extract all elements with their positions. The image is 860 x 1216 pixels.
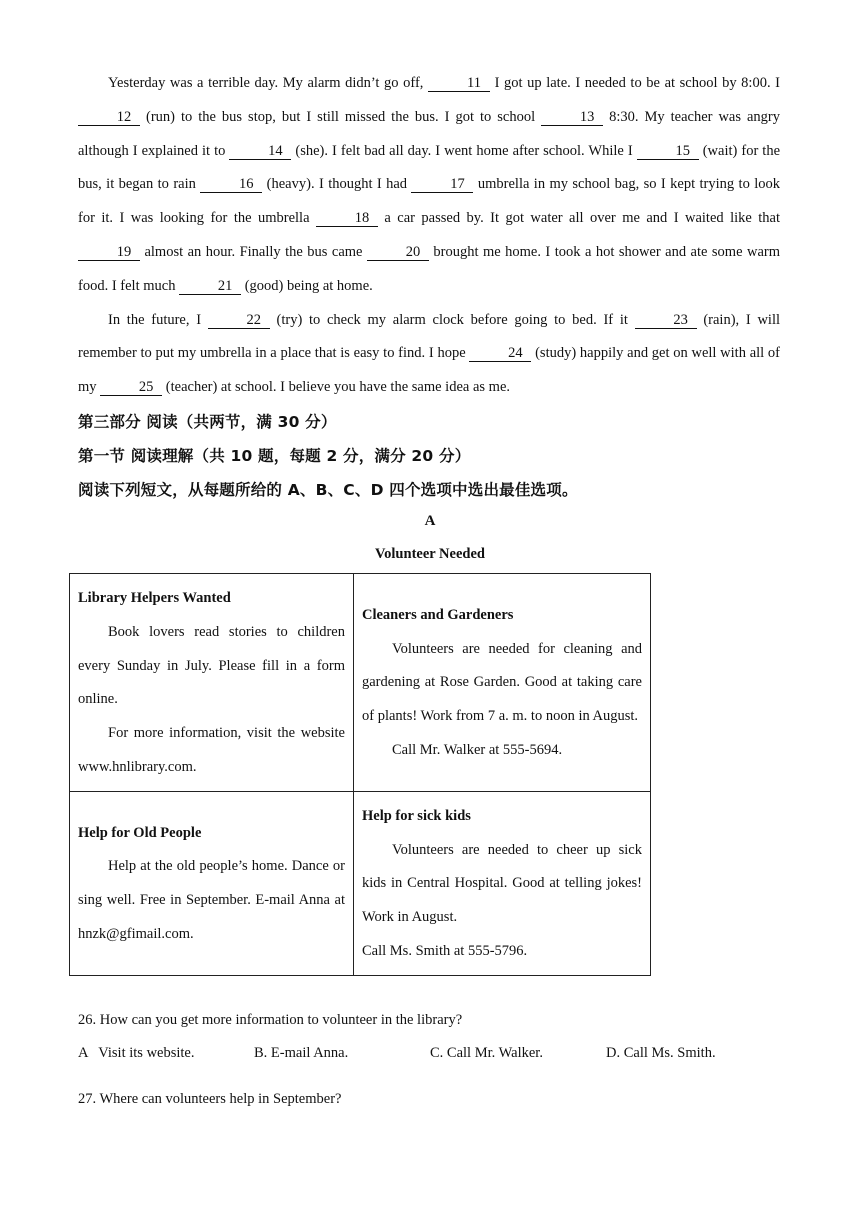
blank-20[interactable]: 20 bbox=[367, 244, 429, 261]
cloze-text: almost an hour. Finally the bus came bbox=[140, 243, 367, 260]
cell-paragraph: Call Ms. Smith at 555-5796. bbox=[362, 942, 528, 959]
cloze-text: Yesterday was a terrible day. My alarm didn’t go off, bbox=[108, 75, 428, 91]
blank-17[interactable]: 17 bbox=[411, 176, 473, 193]
blank-18[interactable]: 18 bbox=[316, 210, 378, 227]
table-cell-gardeners bbox=[354, 574, 651, 792]
blank-13[interactable]: 13 bbox=[541, 109, 603, 126]
blank-22[interactable]: 22 bbox=[208, 312, 270, 329]
cell-paragraph: Book lovers read stories to children every Sunday in July. Please fill in a form online. bbox=[78, 623, 345, 708]
cloze-text: 8:30. My teacher was angry although I explained it to bbox=[78, 108, 780, 159]
cloze-passage bbox=[78, 67, 780, 405]
blank-15[interactable]: 15 bbox=[637, 143, 699, 160]
blank-21[interactable]: 21 bbox=[179, 278, 241, 295]
cloze-text: In the future, I bbox=[108, 311, 208, 328]
blank-24[interactable]: 24 bbox=[469, 345, 531, 362]
cloze-text: (she). I felt bad all day. I went home after school. While I bbox=[291, 142, 637, 159]
option-a[interactable]: A Visit its website. bbox=[78, 1045, 195, 1061]
cloze-text: (teacher) at school. I believe you have the same idea as me. bbox=[162, 379, 511, 396]
cloze-text: (good) being at home. bbox=[241, 277, 373, 294]
passage-title: Volunteer Needed bbox=[375, 546, 485, 562]
blank-12[interactable]: 12 bbox=[78, 109, 140, 126]
cell-paragraph: Volunteers are needed for cleaning and gardening at Rose Garden. Good at taking care of plants! Work from 7 a. m. to noon in August. bbox=[362, 640, 642, 725]
blank-11[interactable]: 11 bbox=[428, 75, 490, 92]
cloze-text: (study) happily and get on well with all of my bbox=[78, 345, 780, 396]
cloze-text: a car passed by. It got water all over me and I waited like that bbox=[377, 210, 781, 227]
blank-23[interactable]: 23 bbox=[635, 312, 697, 329]
table-row bbox=[70, 791, 651, 975]
blank-16[interactable]: 16 bbox=[200, 176, 262, 193]
cloze-text: (heavy). I thought I had bbox=[262, 176, 412, 193]
option-c[interactable]: C. Call Mr. Walker. bbox=[430, 1045, 543, 1061]
table-cell-sick-kids bbox=[354, 791, 651, 975]
cell-paragraph: Help at the old people’s home. Dance or sing well. Free in September. E-mail Anna at hnzk@gfimail.com. bbox=[78, 858, 345, 943]
cloze-text: (run) to the bus stop, but I still missed the bus. I got to school bbox=[140, 108, 542, 125]
reading-instruction: 阅读下列短文，从每题所给的 A、B、C、D 四个选项中选出最佳选项。 bbox=[78, 481, 578, 499]
cloze-text: (rain), I will remember to put my umbrella in a place that is easy to find. I hope bbox=[78, 311, 780, 362]
volunteer-table bbox=[69, 573, 651, 976]
cell-paragraph: For more information, visit the website www.hnlibrary.com. bbox=[78, 725, 345, 775]
blank-25[interactable]: 25 bbox=[100, 379, 162, 396]
cell-title: Help for Old People bbox=[78, 824, 202, 841]
question-27: 27. Where can volunteers help in September? bbox=[78, 1091, 342, 1107]
cloze-text: brought me home. I took a hot shower and ate some warm food. I felt much bbox=[78, 243, 780, 294]
blank-14[interactable]: 14 bbox=[229, 143, 291, 160]
option-b[interactable]: B. E-mail Anna. bbox=[254, 1045, 349, 1061]
cell-paragraph: Volunteers are needed to cheer up sick kids in Central Hospital. Good at telling jokes! Work in August. bbox=[362, 841, 642, 926]
cloze-paragraph-1 bbox=[78, 67, 780, 304]
table-row bbox=[70, 574, 651, 792]
cloze-text: I got up late. I needed to be at school by 8:00. I bbox=[490, 75, 780, 91]
table-cell-old-people bbox=[70, 791, 354, 975]
cell-paragraph: Call Mr. Walker at 555-5694. bbox=[392, 742, 563, 759]
table-cell-library bbox=[70, 574, 354, 792]
section-one-heading: 第一节 阅读理解（共 10 题，每题 2 分，满分 20 分） bbox=[78, 447, 471, 465]
cell-title: Cleaners and Gardeners bbox=[362, 606, 514, 623]
cloze-text: (try) to check my alarm clock before going to bed. If it bbox=[269, 311, 635, 328]
passage-letter: A bbox=[424, 513, 436, 529]
blank-19[interactable]: 19 bbox=[78, 244, 140, 261]
question-26: 26. How can you get more information to volunteer in the library? bbox=[78, 1012, 463, 1028]
part-three-heading: 第三部分 阅读（共两节，满 30 分） bbox=[78, 413, 337, 431]
cloze-text: umbrella in my school bag, so I kept trying to look for it. I was looking for the umbrella bbox=[78, 176, 780, 227]
cloze-paragraph-2 bbox=[78, 304, 780, 405]
option-d[interactable]: D. Call Ms. Smith. bbox=[606, 1045, 716, 1061]
cell-title: Help for sick kids bbox=[362, 807, 471, 824]
cloze-text: (wait) for the bus, it began to rain bbox=[78, 142, 780, 193]
cell-title: Library Helpers Wanted bbox=[78, 590, 231, 606]
